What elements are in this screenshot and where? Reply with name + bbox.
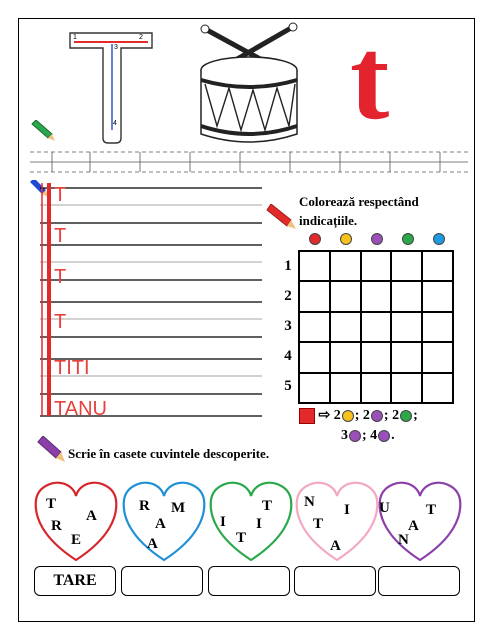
color-legend bbox=[299, 406, 418, 426]
practice-word-4: T bbox=[54, 311, 67, 333]
color-header bbox=[308, 233, 458, 245]
drum-icon bbox=[195, 22, 303, 150]
heart3-letter: I bbox=[256, 516, 262, 532]
answer-box-2[interactable] bbox=[121, 566, 203, 596]
legend-num-3: 2 bbox=[392, 408, 400, 423]
legend-sep: ; bbox=[413, 408, 418, 423]
grid-cell[interactable] bbox=[299, 281, 330, 311]
legend-arrow: ⇨ bbox=[318, 408, 331, 423]
grid-cell[interactable] bbox=[299, 373, 330, 403]
purple-dot-icon bbox=[371, 410, 383, 422]
grid-cell[interactable] bbox=[391, 281, 422, 311]
purple-dot-icon bbox=[371, 233, 383, 245]
purple-dot-icon bbox=[378, 430, 390, 442]
yellow-dot-icon bbox=[342, 410, 354, 422]
practice-word-6: TANU bbox=[54, 398, 107, 420]
heart1-letter: R bbox=[51, 518, 62, 534]
grid-cell[interactable] bbox=[330, 312, 361, 342]
grid-cell[interactable] bbox=[422, 342, 453, 372]
heart1-letter: A bbox=[86, 508, 97, 524]
grid-cell[interactable] bbox=[361, 342, 392, 372]
grid-cell[interactable] bbox=[361, 281, 392, 311]
red-pencil-icon bbox=[265, 204, 297, 230]
heart5-letter: U bbox=[379, 500, 390, 516]
grid-cell[interactable] bbox=[391, 342, 422, 372]
red-dot-icon bbox=[309, 233, 321, 245]
heart5-letter: T bbox=[426, 502, 437, 518]
practice-word-1: T bbox=[54, 184, 67, 206]
practice-word-5: TITI bbox=[54, 357, 90, 379]
legend-sep: ; bbox=[383, 408, 389, 423]
green-pencil-icon bbox=[30, 120, 56, 142]
stroke-number-3: 3 bbox=[114, 44, 118, 51]
grid-cell[interactable] bbox=[361, 373, 392, 403]
grid-cell[interactable] bbox=[299, 312, 330, 342]
answer-box-1[interactable]: TARE bbox=[34, 566, 116, 596]
heart5-letter: N bbox=[398, 532, 409, 548]
row-number-1: 1 bbox=[284, 258, 292, 274]
heart3-letter: T bbox=[236, 530, 247, 546]
grid-cell[interactable] bbox=[299, 342, 330, 372]
outline-letter-t bbox=[66, 30, 158, 148]
words-instruction: Scrie în casete cuvintele descoperite. bbox=[68, 446, 270, 461]
heart3-letter: I bbox=[220, 514, 226, 530]
heart4-letter: T bbox=[313, 516, 324, 532]
grid-cell[interactable] bbox=[299, 251, 330, 281]
answer-box-5[interactable] bbox=[378, 566, 460, 596]
grid-cell[interactable] bbox=[422, 373, 453, 403]
row-number-5: 5 bbox=[284, 378, 292, 394]
heart2-letter: A bbox=[155, 516, 166, 532]
legend-num-2: 2 bbox=[362, 408, 370, 423]
row-number-4: 4 bbox=[284, 348, 292, 364]
legend-sep: ; bbox=[362, 428, 367, 443]
heart1-letter: E bbox=[71, 532, 82, 548]
grid-cell[interactable] bbox=[422, 251, 453, 281]
stroke-number-4: 4 bbox=[113, 120, 117, 127]
practice-word-2: T bbox=[54, 225, 67, 247]
practice-word-3: T bbox=[54, 266, 67, 288]
grid-cell[interactable] bbox=[422, 312, 453, 342]
green-dot-icon bbox=[402, 233, 414, 245]
writing-lines bbox=[40, 183, 265, 418]
heart2-letter: M bbox=[171, 500, 186, 516]
heart4-letter: I bbox=[344, 502, 350, 518]
answer-box-4[interactable] bbox=[294, 566, 376, 596]
heart3-letter: T bbox=[262, 498, 273, 514]
grid-cell[interactable] bbox=[330, 373, 361, 403]
row-number-2: 2 bbox=[284, 288, 292, 304]
legend-num-1: 2 bbox=[333, 408, 341, 423]
grid-cell[interactable] bbox=[361, 312, 392, 342]
coloring-grid bbox=[298, 250, 454, 404]
grid-cell[interactable] bbox=[330, 342, 361, 372]
handwriting-guide bbox=[30, 146, 470, 174]
blue-dot-icon bbox=[433, 233, 445, 245]
heart4-letter: A bbox=[330, 538, 341, 554]
grid-cell[interactable] bbox=[391, 312, 422, 342]
heart5-letter: A bbox=[408, 518, 419, 534]
solid-letter-t: t bbox=[350, 13, 390, 144]
stroke-number-1: 1 bbox=[73, 34, 77, 41]
yellow-dot-icon bbox=[340, 233, 352, 245]
row-number-3: 3 bbox=[284, 318, 292, 334]
heart2-letter: A bbox=[147, 536, 158, 552]
legend-num-5: 4 bbox=[370, 428, 378, 443]
heart2-letter: R bbox=[139, 498, 150, 514]
red-square-icon bbox=[299, 408, 315, 424]
answer-box-3[interactable] bbox=[208, 566, 290, 596]
stroke-number-2: 2 bbox=[139, 34, 143, 41]
legend-num-4: 3 bbox=[341, 428, 348, 443]
purple-dot-icon bbox=[349, 430, 361, 442]
color-legend-line2 bbox=[341, 426, 395, 446]
green-dot-icon bbox=[400, 410, 412, 422]
legend-sep: ; bbox=[354, 408, 360, 423]
coloring-instruction: Colorează respectând indicațiile. bbox=[299, 194, 419, 228]
grid-cell[interactable] bbox=[330, 251, 361, 281]
legend-sep: . bbox=[391, 428, 395, 443]
hearts-row bbox=[32, 480, 472, 564]
grid-cell[interactable] bbox=[391, 251, 422, 281]
purple-pencil-icon bbox=[36, 436, 66, 464]
heart1-letter: T bbox=[46, 496, 57, 512]
heart4-letter: N bbox=[304, 494, 315, 510]
grid-cell[interactable] bbox=[391, 373, 422, 403]
grid-cell[interactable] bbox=[330, 281, 361, 311]
grid-cell[interactable] bbox=[361, 251, 392, 281]
grid-cell[interactable] bbox=[422, 281, 453, 311]
